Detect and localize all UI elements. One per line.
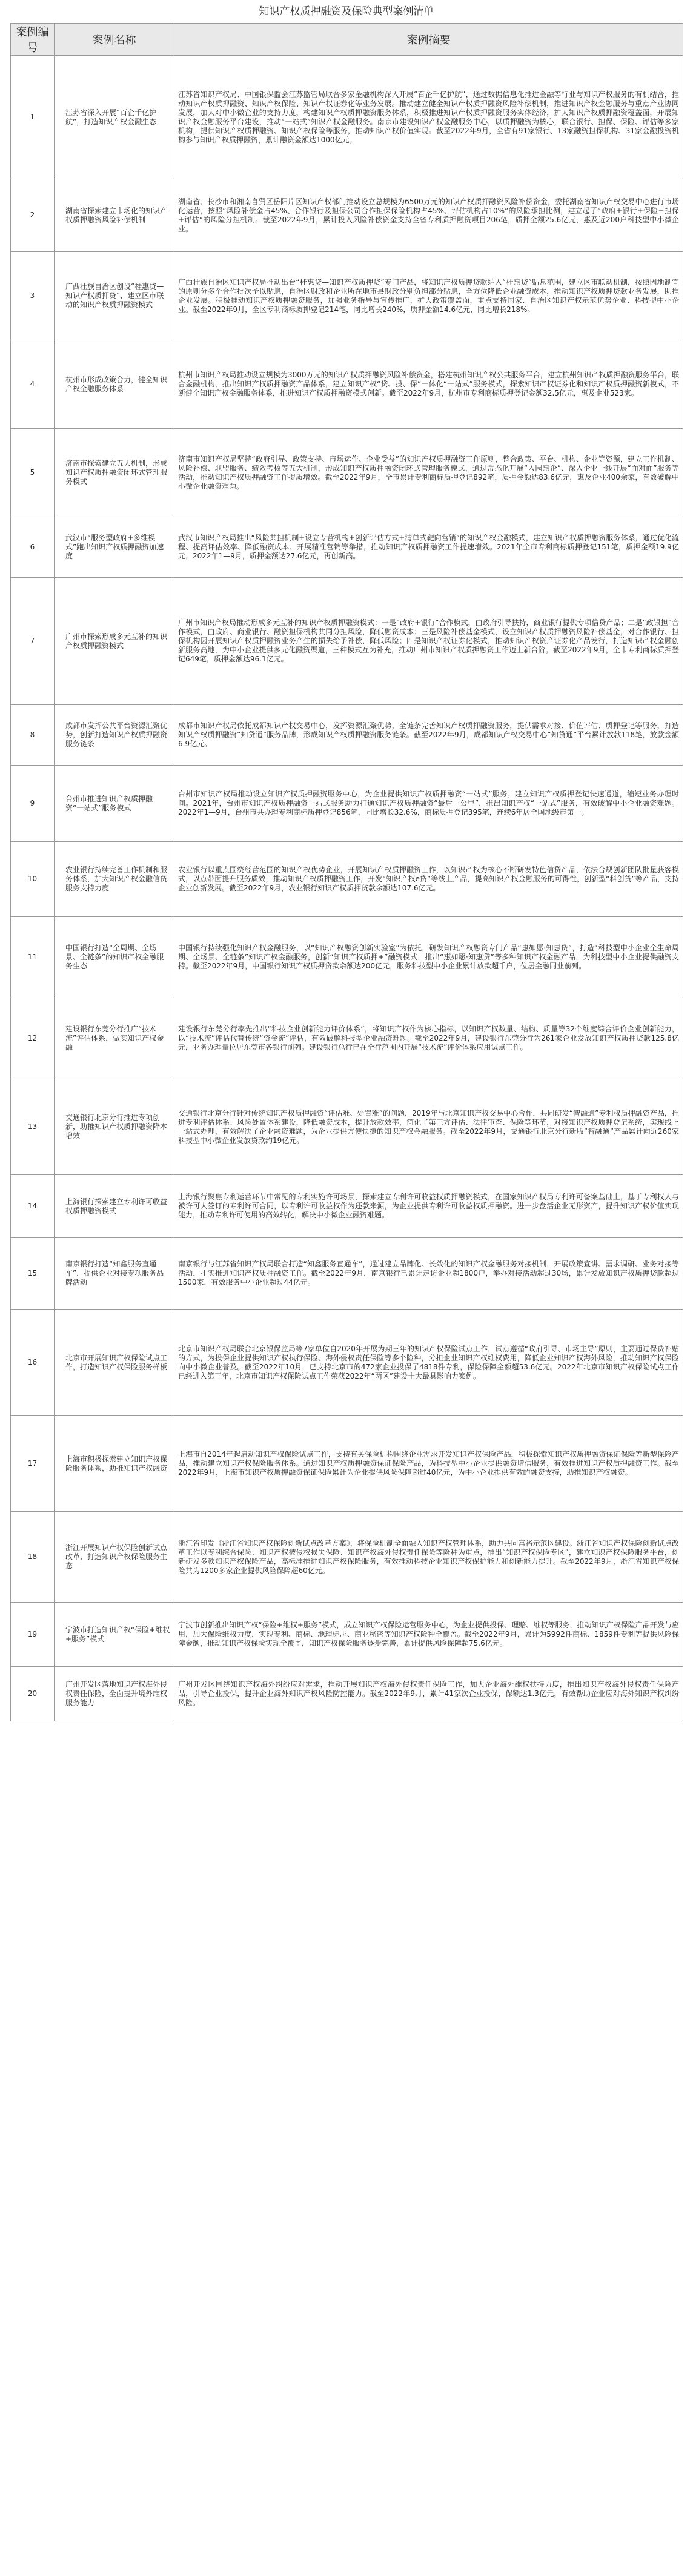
case-number: 20 [11, 1667, 55, 1721]
case-name: 南京银行打造“知鑫服务直通车”，提供企业对接专项服务品牌活动 [55, 1238, 174, 1310]
case-name: 北京市开展知识产权保险试点工作，打造知识产权保险服务样板 [55, 1310, 174, 1416]
case-name: 台州市推进知识产权质押融资“一站式”服务模式 [55, 766, 174, 842]
case-summary: 成都市知识产权局依托成都知识产权交易中心，发挥资源汇聚优势，全链条完善知识产权质押融资服务，提供需求对接、价值评估、质押登记等服务，打造知识产权质押融资“知贷通”服务品牌，形成知识产权质押融资服务链条。截至2022年9月，成都知识产权交易中心“知贷通”平台累计放款118笔，放款金额6.9亿元。 [174, 705, 683, 766]
table-row [11, 766, 683, 842]
case-name: 济南市探索建立五大机制，形成知识产权质押融资闭环式管理服务模式 [55, 429, 174, 517]
case-name: 湖南省探索建立市场化的知识产权质押融资风险补偿机制 [55, 179, 174, 252]
header-case-name: 案例名称 [55, 24, 174, 56]
case-summary: 杭州市知识产权局推动设立规模为3000万元的知识产权质押融资风险补偿资金，搭建杭州知识产权公共服务平台，建立杭州知识产权质押融资服务平台，联合金融机构，推出知识产权质押融资产品体系，建立知识产权“贷、投、保”一体化“一站式”服务模式，探索知识产权证券化和知识产权质押融资新模式，不断健全知识产权金融服务体系，推进知识产权质押融资模式创新。截至2022年9月，杭州市专利商标质押登记金额32.5亿元，惠及企业523家。 [174, 340, 683, 429]
table-row [11, 517, 683, 578]
case-summary: 广州开发区围绕知识产权海外纠纷应对需求，推动开展知识产权海外侵权责任保险工作，加大企业海外维权扶持力度，推出知识产权海外侵权责任保险产品，引导企业投保，提升企业海外知识产权风险防控能力。截至2022年9月，累计41家次企业投保，保额达1.3亿元，有效帮助企业应对海外知识产权纠纷风险。 [174, 1667, 683, 1721]
table-row [11, 252, 683, 340]
table-row [11, 1175, 683, 1238]
case-number: 10 [11, 842, 55, 917]
case-number: 9 [11, 766, 55, 842]
header-case-number: 案例编号 [11, 24, 55, 56]
case-number: 4 [11, 340, 55, 429]
case-number: 2 [11, 179, 55, 252]
table-row [11, 1603, 683, 1667]
case-summary: 中国银行持续强化知识产权金融服务，以“知识产权融资创新实验室”为依托，研发知识产权融资专门产品“惠如愿·知惠贷”，打造“科技型中小企业全生命周期、全场景、全链条”知识产权金融服务，创新“知识产权质押+”融资模式，推出“惠如愿·知惠贷”等多种知识产权金融产品，为科技型中小企业提供融资支持。截至2022年9月，中国银行知识产权质押贷款余额达200亿元，服务科技型中小企业累计放款超千户，位居金融同业前列。 [174, 917, 683, 998]
case-name: 农业银行持续完善工作机制和服务体系，加大知识产权金融信贷服务支持力度 [55, 842, 174, 917]
case-number: 15 [11, 1238, 55, 1310]
case-summary: 广西壮族自治区知识产权局推动出台“桂惠贷—知识产权质押贷”专门产品，将知识产权质押贷款纳入“桂惠贷”贴息范围，建立区市联动机制，按照因地制宜的原则分多个合作批次予以贴息，自治区财政和企业所在地市县财政分别负担部分贴息，全方位降低企业融资成本，推动知识产权质押贷款业务发展，助推企业发展。积极推动知识产权质押融资服务，加强业务指导与宣传推广，扩大政策覆盖面，重点支持国家、自治区知识产权示范优势企业、科技型中小企业。截至2022年9月，全区专利商标质押登记214笔，同比增长240%，质押金额14.6亿元，同比增长218%。 [174, 252, 683, 340]
case-number: 13 [11, 1079, 55, 1175]
table-row [11, 1667, 683, 1721]
case-name: 交通银行北京分行推进专项创新，助推知识产权质押融资降本增效 [55, 1079, 174, 1175]
case-number: 6 [11, 517, 55, 578]
case-name: 广州开发区落地知识产权海外侵权责任保险，全面提升境外维权服务能力 [55, 1667, 174, 1721]
case-number: 14 [11, 1175, 55, 1238]
table-row [11, 1416, 683, 1512]
table-row [11, 429, 683, 517]
case-summary: 济南市知识产权局坚持“政府引导、政策支持、市场运作、企业受益”的知识产权质押融资工作原则，整合政策、平台、机构、企业等资源，建立工作机制、风险补偿、联盟服务、绩效考核等五大机制，形成知识产权质押融资闭环式管理服务模式，通过常态化开展“入园惠企”、深入企业一线开展“面对面”服务等活动，推动知识产权质押融资工作提质增效。截至2022年9月，全市累计专利商标质押登记892笔，质押金额达83.6亿元，惠及企业400余家，有效破解中小微企业融资难题。 [174, 429, 683, 517]
case-summary: 广州市知识产权局推动形成多元互补的知识产权质押融资模式：一是“政府+银行”合作模式，由政府引导扶持，商业银行提供专项信贷产品；二是“政银担”合作模式，由政府、商业银行、融资担保机构共同分担风险，降低融资成本；三是风险补偿基金模式，设立知识产权质押融资风险补偿基金，对合作银行、担保机构因开展知识产权质押融资业务产生的损失给予补偿，降低风险；四是知识产权证券化模式，推动知识产权资产证券化产品发行，打造知识产权金融创新服务高地，为中小企业提供多元化融资渠道，三种模式互为补充，推动广州市知识产权质押融资工作迈上新台阶。截至2022年9月，全市专利商标质押登记649笔，质押金额达96.1亿元。 [174, 578, 683, 705]
case-number: 17 [11, 1416, 55, 1512]
case-table [10, 23, 683, 1721]
case-name: 建设银行东莞分行推广“技术流”评估体系，做实知识产权金融 [55, 998, 174, 1079]
case-name: 广西壮族自治区创设“桂惠贷—知识产权质押贷”，建立区市联动的知识产权质押融资模式 [55, 252, 174, 340]
case-number: 7 [11, 578, 55, 705]
table-row [11, 179, 683, 252]
case-name: 成都市发挥公共平台资源汇聚优势，创新打造知识产权质押融资服务链条 [55, 705, 174, 766]
case-name: 宁波市打造知识产权“保险+维权+服务”模式 [55, 1603, 174, 1667]
case-name: 上海银行探索建立专利许可收益权质押融资模式 [55, 1175, 174, 1238]
table-row [11, 842, 683, 917]
case-number: 1 [11, 56, 55, 179]
case-summary: 上海市自2014年起启动知识产权保险试点工作，支持有关保险机构围绕企业需求开发知识产权保险产品，积极探索知识产权质押融资保证保险等新型保险产品，推动建立知识产权保险服务体系。通过知识产权质押融资保证保险产品，为科技型中小企业提供融资增信服务，有效推进知识产权质押融资工作。截至2022年9月，上海市知识产权质押融资保证保险累计为企业提供风险保障超过40亿元，为中小企业提供有效的融资支持，助推知识产权融资。 [174, 1416, 683, 1512]
case-name: 浙江开展知识产权保险创新试点改革，打造知识产权保险服务生态 [55, 1512, 174, 1603]
case-name: 江苏省深入开展“百企千亿护航”，打造知识产权金融生态 [55, 56, 174, 179]
table-row [11, 1512, 683, 1603]
case-summary: 湖南省、长沙市和湘南自贸区岳阳片区知识产权部门推动设立总规模为6500万元的知识产权质押融资风险补偿资金，委托湖南省知识产权交易中心进行市场化运营，按照“风险补偿金占45%、合作银行及担保公司合作担保保险机构占45%、评估机构占10%”的风险承担比例，建立起了“政府+银行+保险+担保+评估”的风险分担机制。截至2022年9月，累计投入风险补偿资金支持全省专利质押融资项目206笔，质押金额25.6亿元，惠及近200户科技型中小微企业。 [174, 179, 683, 252]
case-summary: 南京银行与江苏省知识产权局联合打造“知鑫服务直通车”，通过建立品牌化、长效化的知识产权金融服务对接机制，开展政策宣讲、需求调研、业务对接等活动，扎实推进知识产权质押融资工作。截至2022年9月，南京银行已累计走访企业超1800户，举办对接活动超过30场，累计发放知识产权质押贷款超过1500家，有效服务中小企业超过44亿元。 [174, 1238, 683, 1310]
case-summary: 交通银行北京分行针对传统知识产权质押融资“评估难、处置难”的问题，2019年与北京知识产权交易中心合作，共同研发“智融通”专利权质押融资产品，推进专利评估体系、风险处置体系建设，降低融资成本，提升放款效率，简化了第三方评估、法律审查、保险等环节，对接知识产权质押登记系统，实现线上一站式办理，有效解决了企业融资难题，为企业提供方便快捷的知识产权金融服务。截至2022年9月，交通银行北京分行新版“智融通”产品累计向近260家科技型中小微企业发放贷款约19亿元。 [174, 1079, 683, 1175]
table-header-row [11, 24, 683, 56]
case-number: 5 [11, 429, 55, 517]
table-row [11, 1310, 683, 1416]
case-summary: 宁波市创新推出知识产权“保险+维权+服务”模式，成立知识产权保险运营服务中心，为企业提供投保、理赔、维权等服务，推动知识产权保险产品开发与应用，加大保险维权力度，实现专利、商标、地理标志、商业秘密等知识产权险种全覆盖。截至2022年9月，累计为5992件商标、1859件专利等提供风险保障金额，推动知识产权保险实现全覆盖，知识产权保险服务逐步完善，累计提供风险保障超75.6亿元。 [174, 1603, 683, 1667]
case-number: 8 [11, 705, 55, 766]
case-name: 中国银行打造“全周期、全场景、全链条”的知识产权金融服务生态 [55, 917, 174, 998]
case-number: 3 [11, 252, 55, 340]
case-number: 12 [11, 998, 55, 1079]
table-row [11, 340, 683, 429]
case-summary: 建设银行东莞分行率先推出“科技企业创新能力评价体系”，将知识产权作为核心指标，以知识产权数量、结构、质量等32个维度综合评价企业创新能力，以“技术流”评估代替传统“资金流”评估，有效破解科技型企业融资难题。截至2022年9月，建设银行东莞分行为261家企业发放知识产权质押贷款125.8亿元，业务办理量位居东莞市各银行前列。建设银行总行已在全行范围内开展“技术流”评价体系应用试点工作。 [174, 998, 683, 1079]
case-summary: 上海银行聚焦专利运营环节中常见的专利实施许可场景，探索建立专利许可收益权质押融资模式，在国家知识产权局专利许可备案基础上，基于专利权人与被许可人签订的专利许可合同，以专利许可收益权作为还款来源，为企业提供专利许可收益权质押融资。进一步盘活企业无形资产，提升知识产权价值实现能力，推动专利许可使用的高效转化，解决中小微企业融资难题。 [174, 1175, 683, 1238]
case-summary: 江苏省知识产权局、中国银保监会江苏监管局联合多家金融机构深入开展“百企千亿护航”，通过数据信息化推进金融等行业与知识产权服务的有机结合，推动知识产权质押融资、知识产权保险、知识产权证券化等业务发展。推动建立健全知识产权质押融资风险补偿机制，推进知识产权金融服务与重点产业协同发展，加大对中小微企业的支持力度，构建知识产权质押融资服务体系，积极推进知识产权质押融资服务实体经济，扩大知识产权质押融资覆盖面，开展知识产权金融服务平台建设，推动“一站式”知识产权金融服务。南京市建设知识产权金融服务中心，以质押融资为核心，联合银行、担保、保险、评估等多家机构，提供知识产权质押融资、知识产权保险等服务，推动知识产权价值实现。截至2022年9月，全省有91家银行、13家融资担保机构、31家金融投资机构参与知识产权质押融资，累计融资金额达1000亿元。 [174, 56, 683, 179]
case-name: 武汉市“服务型政府+多维模式”跑出知识产权质押融资加速度 [55, 517, 174, 578]
table-row [11, 1238, 683, 1310]
case-summary: 台州市知识产权局推动设立知识产权质押融资服务中心，为企业提供知识产权质押融资“一站式”服务；建立知识产权质押登记快速通道，缩短业务办理时间。2021年，台州市知识产权质押融资一站式服务助力打通知识产权质押融资“最后一公里”，推出知识产权“一站式”服务，有效破解中小企业融资难题。2022年1—9月，台州市共办理专利商标质押登记856笔，同比增长32.6%，商标质押登记395笔，连续6年居全国地级市第一。 [174, 766, 683, 842]
page-title: 知识产权质押融资及保险典型案例清单 [259, 5, 434, 18]
header-case-summary: 案例摘要 [174, 24, 683, 56]
case-number: 16 [11, 1310, 55, 1416]
table-row [11, 705, 683, 766]
table-row [11, 56, 683, 179]
case-number: 11 [11, 917, 55, 998]
case-summary: 浙江省印发《浙江省知识产权保险创新试点改革方案》，将保险机制全面融入知识产权管理体系，助力共同富裕示范区建设。浙江省知识产权保险创新试点改革工作以专利综合保险、知识产权被侵权损失保险、知识产权海外侵权责任保险等险种为重点，推出“知识产权保险专区”，建立知识产权保险服务平台，创新研发多款知识产权保险产品，高标准推进知识产权保险服务，有效推动科技企业知识产权保护能力和创新能力提升。截至2022年9月，浙江省知识产权保险共为1200多家企业提供风险保障超60亿元。 [174, 1512, 683, 1603]
table-row [11, 917, 683, 998]
case-name: 广州市探索形成多元互补的知识产权质押融资模式 [55, 578, 174, 705]
case-summary: 农业银行以重点围绕经营范围的知识产权优势企业，开展知识产权质押融资工作，以知识产权为核心不断研发特色信贷产品，依法合规创新团队批量获客模式，以点带面提升服务质效，推动知识产权质押融资工作，开发“知识产权e贷”等线上产品，提高知识产权金融服务的可得性，创新型“科创贷”等产品，支持企业创新发展。截至2022年9月，农业银行知识产权质押贷款余额达107.6亿元。 [174, 842, 683, 917]
case-number: 18 [11, 1512, 55, 1603]
case-number: 19 [11, 1603, 55, 1667]
table-row [11, 1079, 683, 1175]
table-row [11, 998, 683, 1079]
case-name: 上海市积极探索建立知识产权保险服务体系，助推知识产权融资 [55, 1416, 174, 1512]
table-row [11, 578, 683, 705]
case-summary: 武汉市知识产权局推出“风险共担机制+设立专营机构+创新评估方式+清单式靶向营销”的知识产权金融模式，建立知识产权质押融资服务体系，通过优化流程、提高评估效率、降低融资成本、开展精准营销等举措，推动知识产权质押融资工作提速增效。2021年全市专利商标质押登记151笔，质押金额19.9亿元，2022年1—9月，质押金额达27.6亿元，再创新高。 [174, 517, 683, 578]
case-summary: 北京市知识产权局联合北京银保监局等7家单位自2020年开展为期三年的知识产权保险试点工作，试点遵循“政府引导、市场主导”原则，主要通过保费补贴的方式，为投保企业提供知识产权执行保险、海外侵权责任保险等多个险种，分担企业知识产权维权费用，降低企业知识产权海外风险，推动知识产权保险向中小微企业普及。截至2022年10月，已支持北京市的472家企业投保了4818件专利，保险保障金额超53.6亿元。2022年北京市知识产权保险试点工作已经进入第三年，北京市知识产权保险试点工作荣获2022年“两区”建设十大最具影响力案例。 [174, 1310, 683, 1416]
case-name: 杭州市形成政策合力，健全知识产权金融服务体系 [55, 340, 174, 429]
